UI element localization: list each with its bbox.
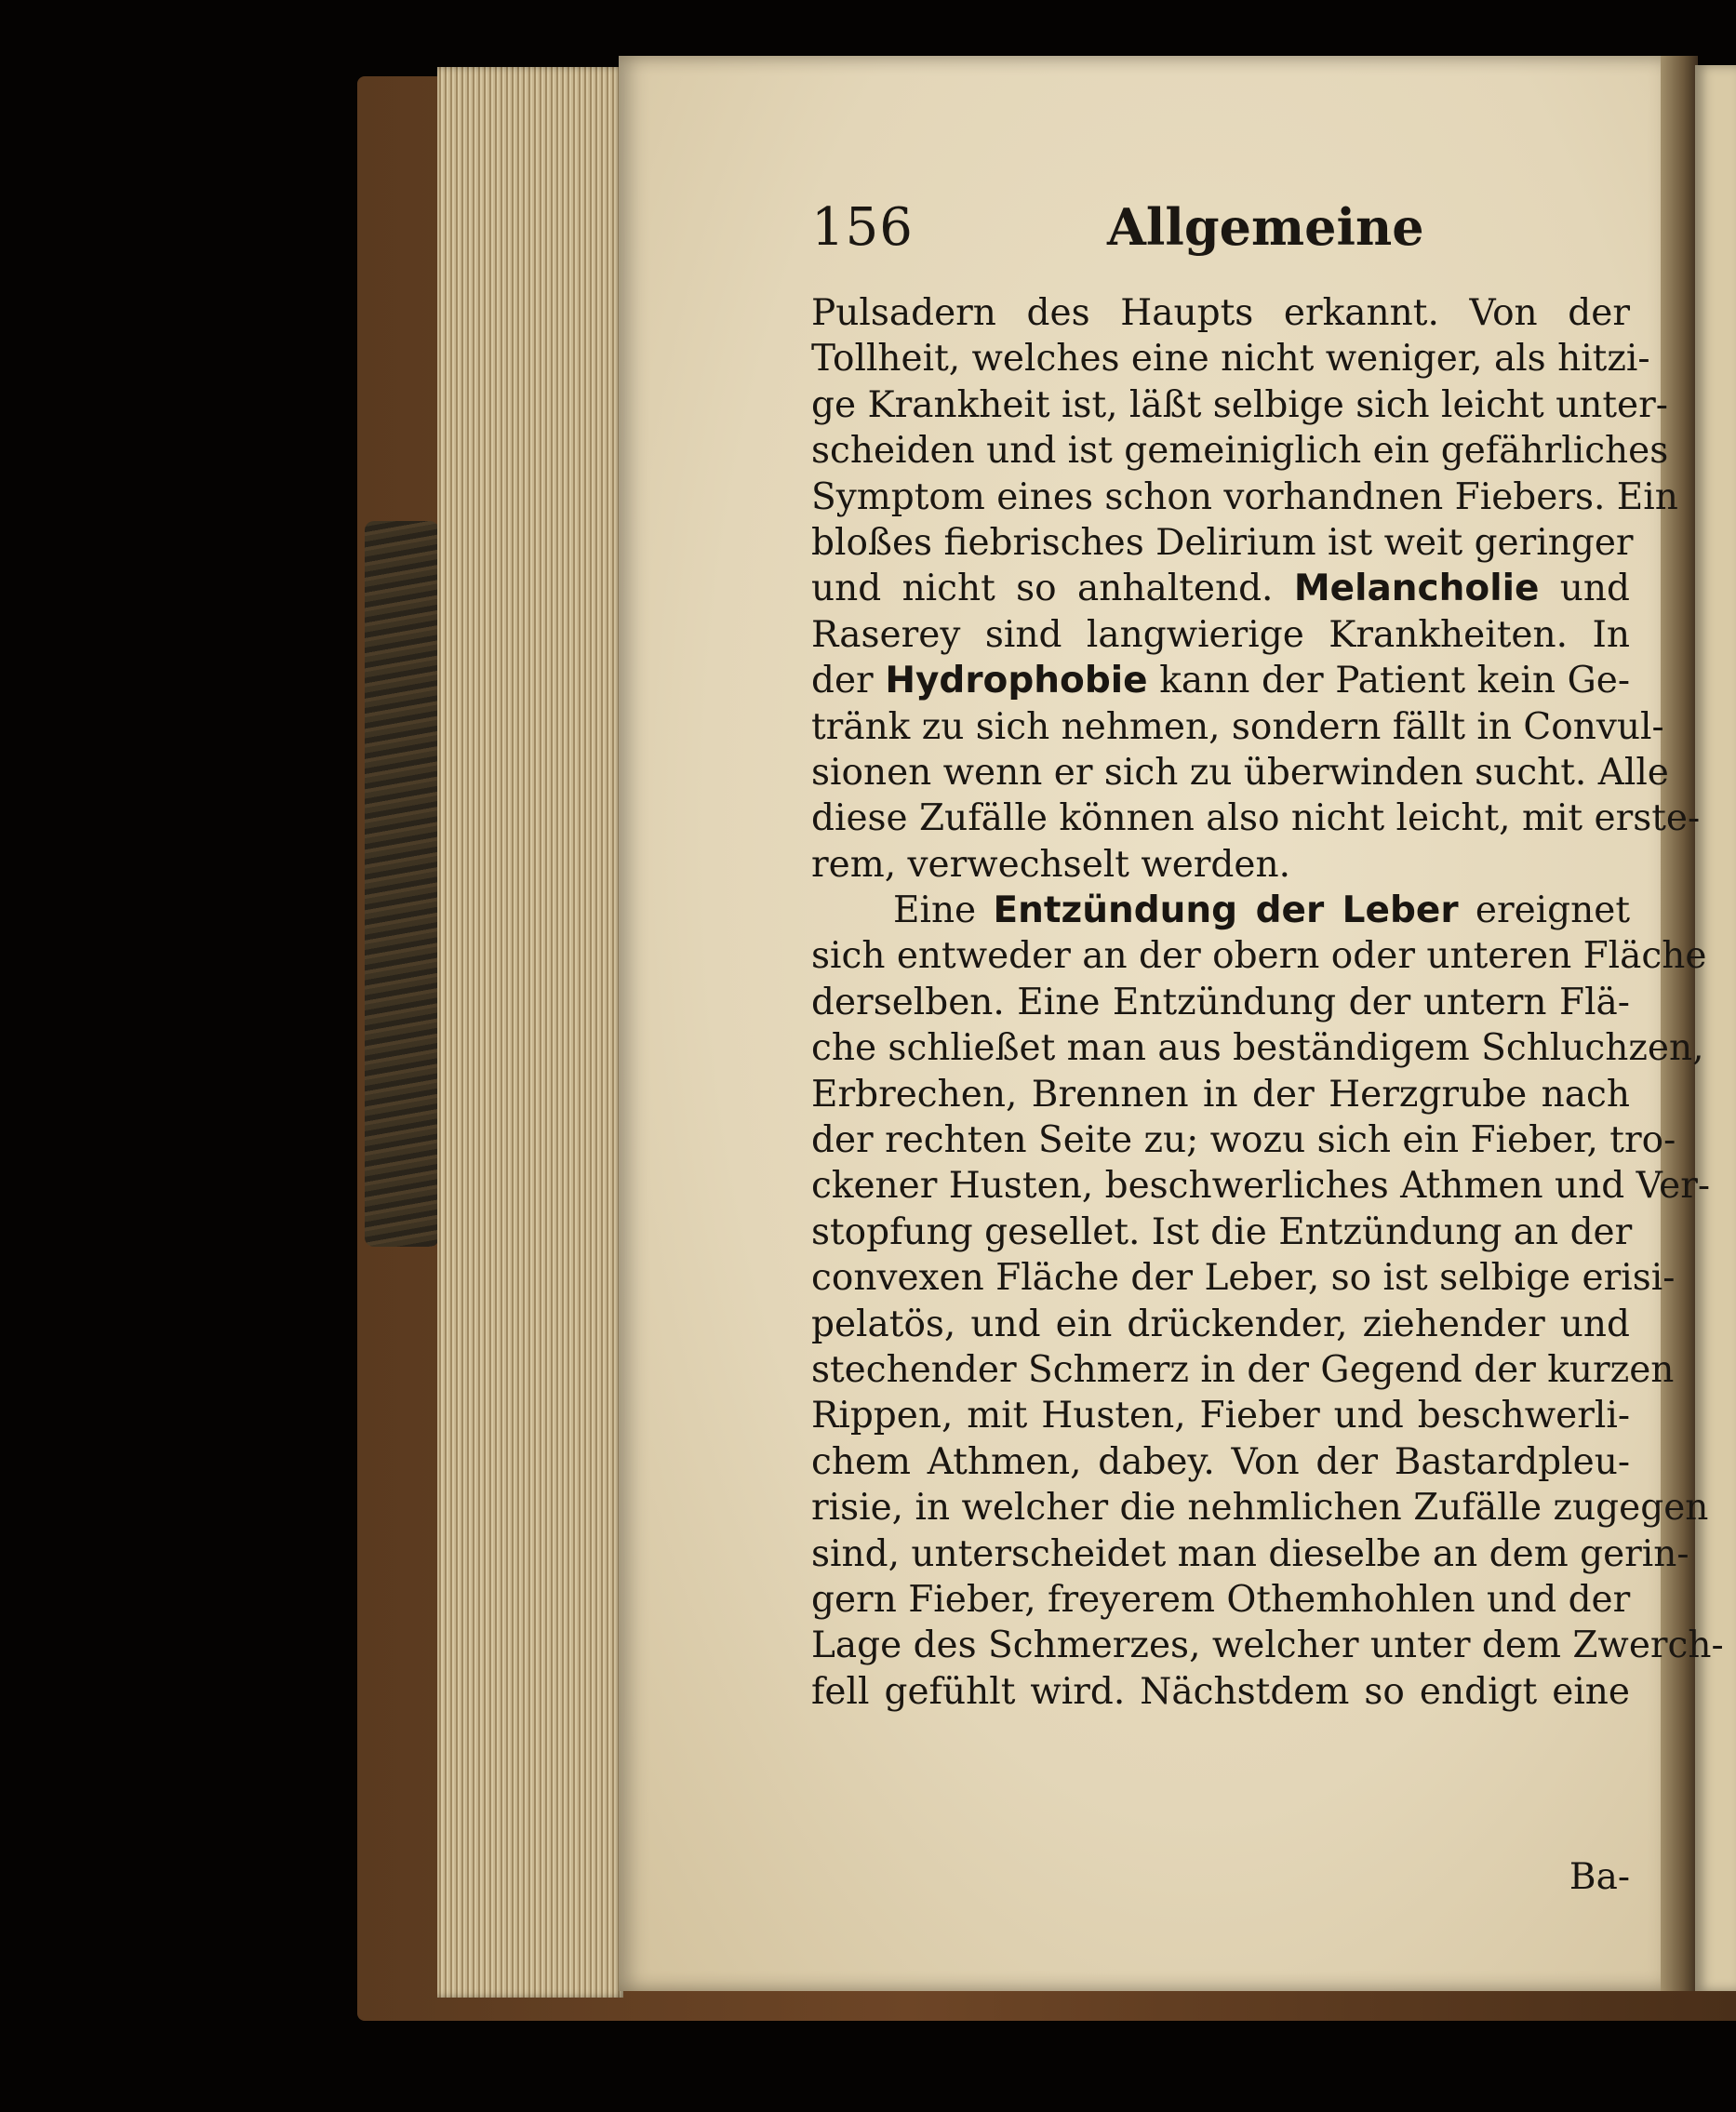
- line-text: Rippen, mit Husten, Fieber und beschwerli-: [811, 1395, 1630, 1437]
- text-line: [811, 980, 1630, 1025]
- text-line: [811, 1531, 1689, 1577]
- line-text: Symptom eines schon vorhandnen Fiebers. Ein: [811, 475, 1678, 518]
- line-text: bloßes fiebrisches Delirium ist weit geringer: [811, 521, 1634, 564]
- line-text-after: kann der Patient kein Ge-: [1159, 660, 1630, 702]
- page-edges: [437, 67, 623, 1998]
- line-text: ckener Husten, beschwerliches Athmen und Ver-: [811, 1165, 1711, 1208]
- spine-leather: [365, 521, 439, 1247]
- running-head: [811, 197, 1630, 262]
- line-text: fell gefühlt wird. Nächstdem so endigt eine: [811, 1670, 1630, 1713]
- line-text: sionen wenn er sich zu überwinden sucht. Alle: [811, 751, 1669, 794]
- line-text: und nicht so anhaltend.: [811, 568, 1274, 610]
- line-text: pelatös, und ein drückender, ziehender und: [811, 1303, 1630, 1345]
- text-line: [811, 612, 1630, 658]
- line-text: Tollheit, welches eine nicht weniger, als hitzi-: [811, 338, 1650, 381]
- text-line: [811, 704, 1664, 750]
- emphasized-term: Melancholie: [1293, 568, 1540, 610]
- line-text: Eine: [893, 889, 977, 932]
- text-line: [811, 1302, 1630, 1347]
- line-text: stechender Schmerz in der Gegend der kurzen: [811, 1348, 1675, 1391]
- page-number: 156: [811, 197, 914, 258]
- text-line: [811, 290, 1630, 336]
- text-line: [811, 1025, 1704, 1071]
- text-line: [811, 933, 1707, 979]
- text-line: [811, 1163, 1711, 1209]
- text-line: [811, 1255, 1676, 1301]
- line-text: Raserey sind langwierige Krankheiten. In: [811, 613, 1630, 656]
- line-text: sind, unterscheidet man dieselbe an dem gerin-: [811, 1532, 1689, 1575]
- text-line: [811, 888, 1630, 933]
- text-line: [811, 1393, 1630, 1438]
- line-text: der rechten Seite zu; wozu sich ein Fieber, tro-: [811, 1119, 1676, 1162]
- line-text: sich entweder an der obern oder unteren Fläche: [811, 935, 1707, 978]
- text-line: [811, 428, 1669, 474]
- line-text: Pulsadern des Haupts erkannt. Von der: [811, 292, 1630, 334]
- line-text-after: ereignet: [1475, 889, 1630, 932]
- text-line: [811, 336, 1650, 381]
- line-text: Lage des Schmerzes, welcher unter dem Zwerch-: [811, 1624, 1724, 1667]
- text-line: [811, 1072, 1630, 1117]
- text-line: [811, 1577, 1630, 1623]
- line-text: diese Zufälle können also nicht leicht, mit erste-: [811, 797, 1701, 840]
- emphasized-term: Hydrophobie: [885, 660, 1148, 702]
- text-line: [811, 1485, 1709, 1531]
- line-text: risie, in welcher die nehmlichen Zufälle zugegen: [811, 1487, 1709, 1530]
- emphasized-term: Entzündung der Leber: [993, 889, 1459, 932]
- line-text: scheiden und ist gemeiniglich ein gefährliches: [811, 430, 1669, 473]
- line-text: gern Fieber, freyerem Othemhohlen und der: [811, 1578, 1631, 1621]
- text-line: [811, 658, 1630, 703]
- line-text: convexen Fläche der Leber, so ist selbige erisi-: [811, 1257, 1676, 1300]
- text-line: [811, 1623, 1724, 1668]
- line-text-after: und: [1559, 568, 1630, 610]
- book-gutter: [1661, 56, 1698, 1991]
- text-line: [811, 520, 1634, 566]
- line-text: tränk zu sich nehmen, sondern fällt in Convul-: [811, 705, 1664, 748]
- text-line: [811, 566, 1630, 611]
- running-title: Allgemeine: [1107, 197, 1424, 257]
- text-line: [811, 1439, 1630, 1485]
- line-text: che schließet man aus beständigem Schluchzen,: [811, 1027, 1704, 1070]
- line-text: Erbrechen, Brennen in der Herzgrube nach: [811, 1073, 1630, 1116]
- line-text: der: [811, 660, 874, 702]
- line-text: derselben. Eine Entzündung der untern Flä-: [811, 981, 1630, 1023]
- body-text: [811, 290, 1724, 1715]
- catchword: Ba-: [1569, 1856, 1630, 1898]
- line-text: stopfung gesellet. Ist die Entzündung an der: [811, 1210, 1633, 1253]
- text-line: [811, 1117, 1676, 1163]
- text-line: [811, 842, 1630, 888]
- text-line: [811, 475, 1678, 520]
- text-line: [811, 750, 1669, 795]
- text-line: [811, 1669, 1630, 1715]
- text-line: [811, 795, 1701, 841]
- line-text: ge Krankheit ist, läßt selbige sich leicht unter-: [811, 383, 1668, 426]
- line-text: chem Athmen, dabey. Von der Bastardpleu-: [811, 1440, 1630, 1483]
- text-line: [811, 382, 1668, 428]
- line-text: rem, verwechselt werden.: [811, 843, 1290, 886]
- text-line: [811, 1210, 1633, 1255]
- text-line: [811, 1347, 1675, 1393]
